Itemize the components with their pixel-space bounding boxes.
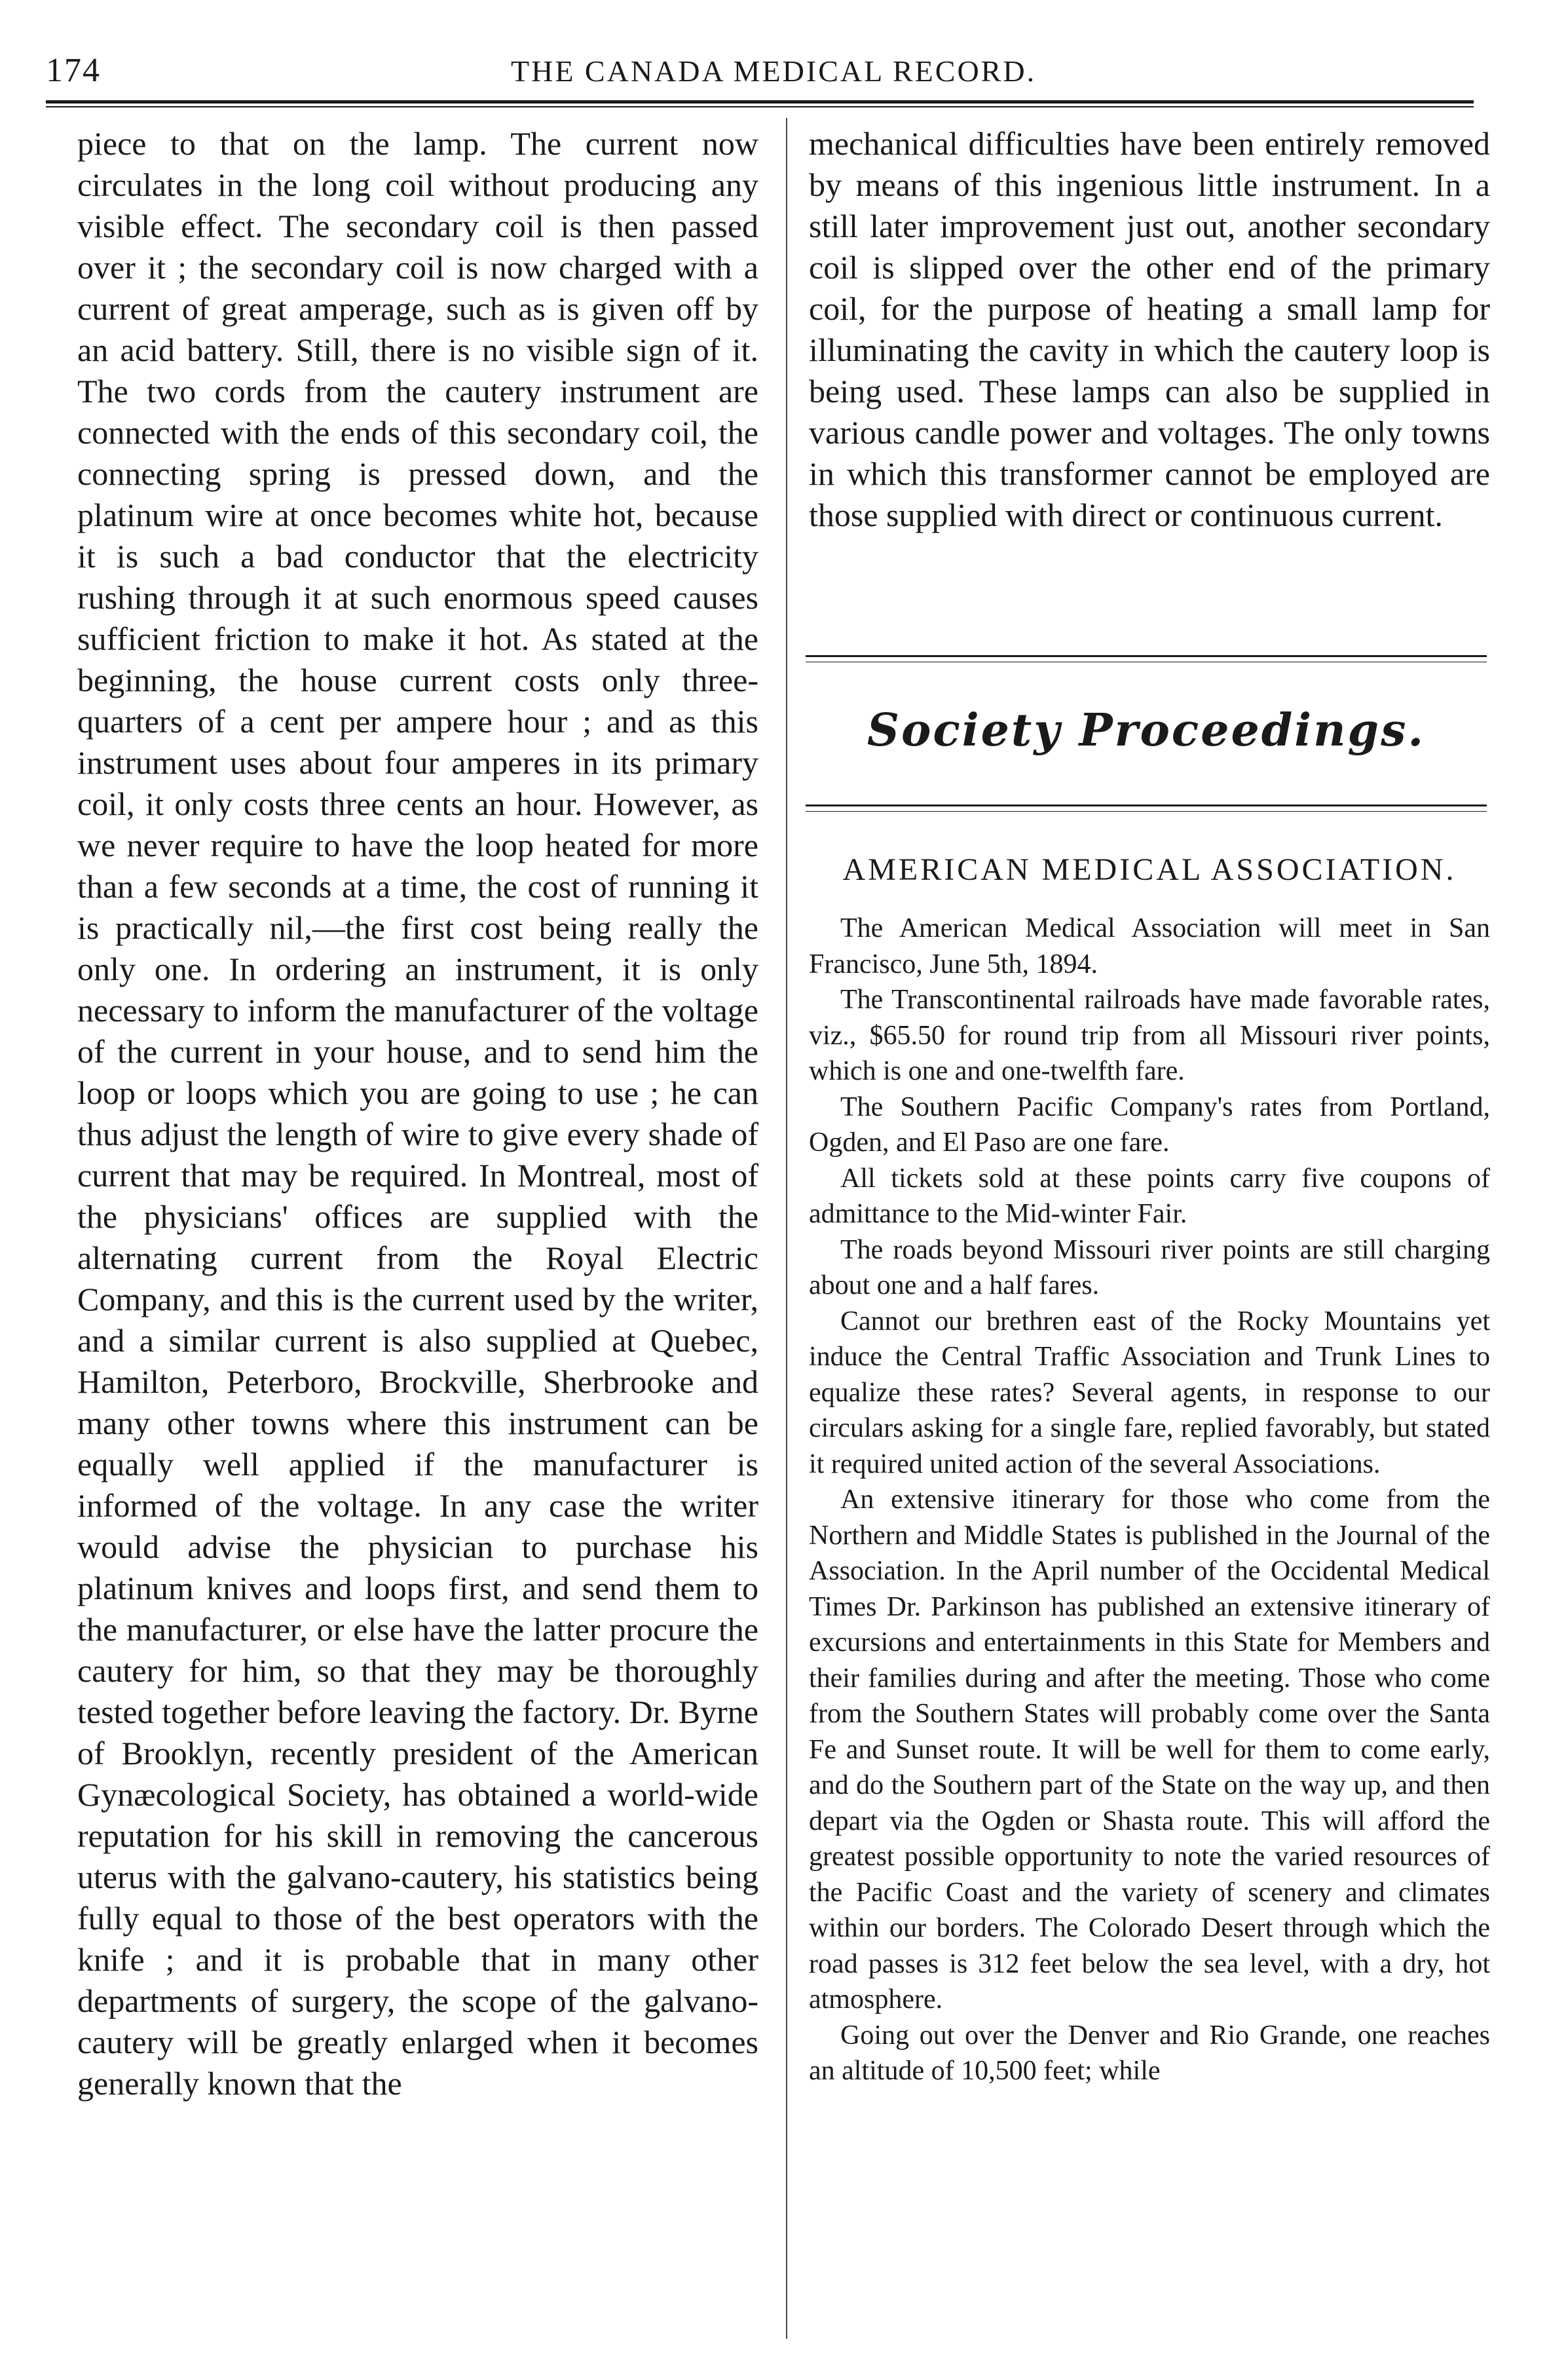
section-rule-bottom-thin <box>806 811 1487 812</box>
article-paragraph: The roads beyond Missouri river points are still charging about one and a half fares. <box>809 1234 1490 1300</box>
article-body <box>809 911 1490 2089</box>
running-title: THE CANADA MEDICAL RECORD. <box>511 54 1037 88</box>
article-paragraph: The American Medical Association will meet in San Francisco, June 5th, 1894. <box>809 913 1490 979</box>
section-rule-bottom <box>806 804 1487 806</box>
page-header <box>39 51 1480 97</box>
header-rule <box>46 100 1474 104</box>
article-paragraph: An extensive itinerary for those who come from the Northern and Middle States is published in the Journal of the Association. In the April number of the Occidental Medical Times Dr. Parkinson has published an extensive itinerary of excursions and entertainments in this State for Members and their families during and after the meeting. Those who come from the Southern States will probably come over the Santa Fe and Sunset route. It will be well for them to come early, and do the Southern part of the State on the way up, and then depart via the Ogden or Shasta route. This will afford the greatest possible opportunity to note the varied resources of the Pacific Coast and the variety of scenery and climates within our borders. The Colorado Desert through which the road passes is 312 feet below the sea level, with a dry, hot atmosphere. <box>809 1485 1490 2015</box>
continuation-text: mechanical difficulties have been entirely removed by means of this ingenious little instrument. In a still later improvement just out, another secondary coil is slipped over the other end of the primary coil, for the purpose of heating a small lamp for illuminating the cavity in which the cautery loop is being used. These lamps can also be supplied in various candle power and voltages. The only towns in which this transformer cannot be employed are those supplied with direct or continuous current. <box>809 125 1490 533</box>
article-subheading: AMERICAN MEDICAL ASSOCIATION. <box>842 852 1457 887</box>
article-paragraph: Going out over the Denver and Rio Grande, one reaches an altitude of 10,500 feet; while <box>809 2020 1490 2086</box>
right-column-continuation <box>809 123 1490 536</box>
left-column-text: piece to that on the lamp. The current now circulates in the long coil without producing any visible effect. The secondary coil is then passed over it ; the secondary coil is now charged with a current of great amperage, such as is given off by an acid battery. Still, there is no visible sign of it. The two cords from the cautery instrument are connected with the ends of this secondary coil, the connecting spring is pressed down, and the platinum wire at once becomes white hot, because it is such a bad conductor that the electricity rushing through it at such enormous speed causes sufficient friction to make it hot. As stated at the beginning, the house current costs only three-quarters of a cent per ampere hour ; and as this instrument uses about four amperes in its primary coil, it only costs three cents an hour. However, as we never require to have the loop heated for more than a few seconds at a time, the cost of running it is practically nil,—the first cost being really the only one. In ordering an instrument, it is only necessary to inform the manufacturer of the voltage of the current in your house, and to send him the loop or loops which you are going to use ; he can thus adjust the length of wire to give every shade of current that may be required. In Montreal, most of the physicians' offices are supplied with the alternating current from the Royal Electric Company, and this is the current used by the writer, and a similar current is also supplied at Quebec, Hamilton, Peterboro, Brockville, Sherbrooke and many other towns where this instrument can be equally well applied if the manufacturer is informed of the voltage. In any case the writer would advise the physician to purchase his platinum knives and loops first, and send them to the manufacturer, or else have the latter procure the cautery for him, so that they may be thoroughly tested together before leaving the factory. Dr. Byrne of Brooklyn, recently president of the American Gynæcological Society, has obtained a world-wide reputation for his skill in removing the cancerous uterus with the galvano-cautery, his statistics being fully equal to those of the best operators with the knife ; and it is probable that in many other departments of surgery, the scope of the galvano-cautery will be greatly enlarged when it becomes generally known that the <box>77 125 758 2102</box>
page-number: 174 <box>46 52 101 89</box>
article-paragraph: The Southern Pacific Company's rates from Portland, Ogden, and El Paso are one fare. <box>809 1091 1490 1158</box>
article-paragraph: All tickets sold at these points carry five coupons of admittance to the Mid-winter Fair. <box>809 1163 1490 1229</box>
left-column <box>77 123 758 2104</box>
article-paragraph: The Transcontinental railroads have made favorable rates, viz., $65.50 for round trip from all Missouri river points, which is one and one-twelfth fare. <box>809 985 1490 1086</box>
column-divider <box>786 118 787 2339</box>
article-paragraph: Cannot our brethren east of the Rocky Mountains yet induce the Central Traffic Association and Trunk Lines to equalize these rates? Several agents, in response to our circulars asking for a single fare, replied favorably, but stated it required united action of the several Associations. <box>809 1306 1490 1479</box>
header-rule-thin <box>46 106 1474 107</box>
section-rule-top <box>806 655 1487 657</box>
section-heading: Society Proceedings. <box>867 704 1426 757</box>
